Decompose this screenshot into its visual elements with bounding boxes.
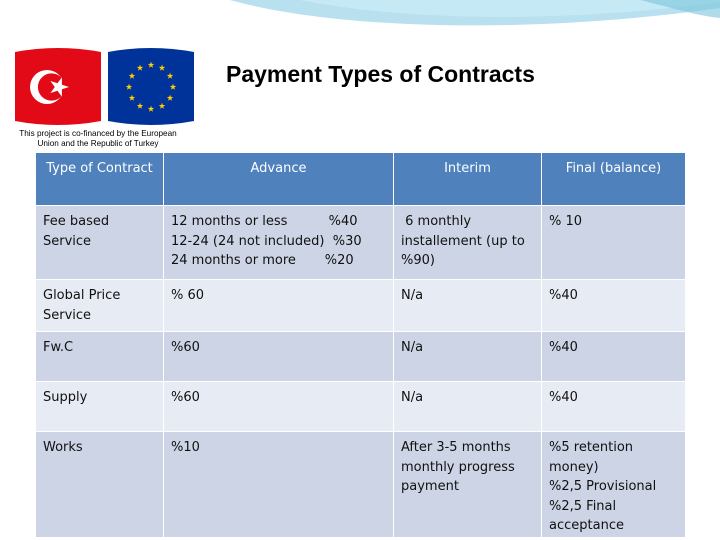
cell-text-line: Service xyxy=(43,233,92,249)
table-body xyxy=(36,206,686,538)
cell-text-line: 24 months or more %20 xyxy=(171,253,354,269)
cell-text-line: %5 retention xyxy=(549,440,634,455)
column-header: Type of Contract xyxy=(36,153,164,206)
page-title: Payment Types of Contracts xyxy=(226,61,535,87)
cell-text-line: acceptance xyxy=(549,518,624,534)
column-header: Final (balance) xyxy=(542,153,686,206)
eu-flag-icon xyxy=(106,48,196,125)
table-cell-type xyxy=(36,206,164,280)
cell-text-line: %60 xyxy=(171,340,200,355)
column-header: Advance xyxy=(164,153,394,206)
cell-text-line: %90) xyxy=(401,253,435,269)
cofinance-line: Union and the Republic of Turkey xyxy=(37,139,159,148)
cell-text-line: %2,5 Provisional xyxy=(549,479,657,495)
cell-text-line: payment xyxy=(401,479,459,495)
cell-text-line: %40 xyxy=(549,340,578,355)
cell-text-line: installement (up to xyxy=(401,233,525,249)
cell-text-line: Fw.C xyxy=(43,340,74,355)
table-cell-final xyxy=(542,280,686,332)
cell-text-line: money) xyxy=(549,459,599,475)
table-cell-interim xyxy=(394,332,542,382)
cell-text-line: %60 xyxy=(171,390,200,405)
cell-text-line: N/a xyxy=(401,340,424,355)
cell-text-line: 12 months or less %40 xyxy=(171,214,358,229)
table-cell-interim xyxy=(394,432,542,538)
cell-text-line: 12-24 (24 not included) %30 xyxy=(171,233,362,249)
table-cell-advance xyxy=(164,382,394,432)
table-cell-interim xyxy=(394,280,542,332)
table-cell-type xyxy=(36,332,164,382)
cell-text-line: N/a xyxy=(401,390,424,405)
cell-text-line: Service xyxy=(43,307,92,323)
cofinance-line: This project is co-financed by the European xyxy=(19,129,177,138)
table-cell-final xyxy=(542,206,686,280)
cell-text-line: % 10 xyxy=(549,214,583,229)
table-cell-interim xyxy=(394,206,542,280)
table-cell-type xyxy=(36,280,164,332)
table-cell-final xyxy=(542,332,686,382)
payment-types-table xyxy=(35,152,686,538)
table-header-row xyxy=(36,153,686,206)
cell-text-line: monthly progress xyxy=(401,459,515,475)
cell-text-line: Works xyxy=(43,440,83,455)
table-cell-advance xyxy=(164,206,394,280)
cell-text-line: %40 xyxy=(549,288,578,303)
column-header: Interim xyxy=(394,153,542,206)
table-row xyxy=(36,206,686,280)
table-cell-type xyxy=(36,432,164,538)
cell-text-line: 6 monthly xyxy=(401,214,472,229)
table-cell-final xyxy=(542,432,686,538)
cell-text-line: Supply xyxy=(43,390,88,405)
cell-text-line: % 60 xyxy=(171,288,205,303)
table-cell-advance xyxy=(164,280,394,332)
cell-text-line: %40 xyxy=(549,390,578,405)
table-cell-advance xyxy=(164,432,394,538)
cell-text-line: After 3-5 months xyxy=(401,440,511,455)
cell-text-line: Global Price xyxy=(43,288,121,303)
cell-text-line: %10 xyxy=(171,440,200,455)
table-cell-type xyxy=(36,382,164,432)
cell-text-line: N/a xyxy=(401,288,424,303)
table-row xyxy=(36,432,686,538)
table-row xyxy=(36,382,686,432)
table-row xyxy=(36,280,686,332)
turkey-flag-icon xyxy=(13,48,103,125)
table-row xyxy=(36,332,686,382)
cell-text-line: Fee based xyxy=(43,214,110,229)
cell-text-line: %2,5 Final xyxy=(549,498,617,514)
table-cell-interim xyxy=(394,382,542,432)
table-cell-advance xyxy=(164,332,394,382)
cofinance-notice xyxy=(8,129,188,149)
table-cell-final xyxy=(542,382,686,432)
